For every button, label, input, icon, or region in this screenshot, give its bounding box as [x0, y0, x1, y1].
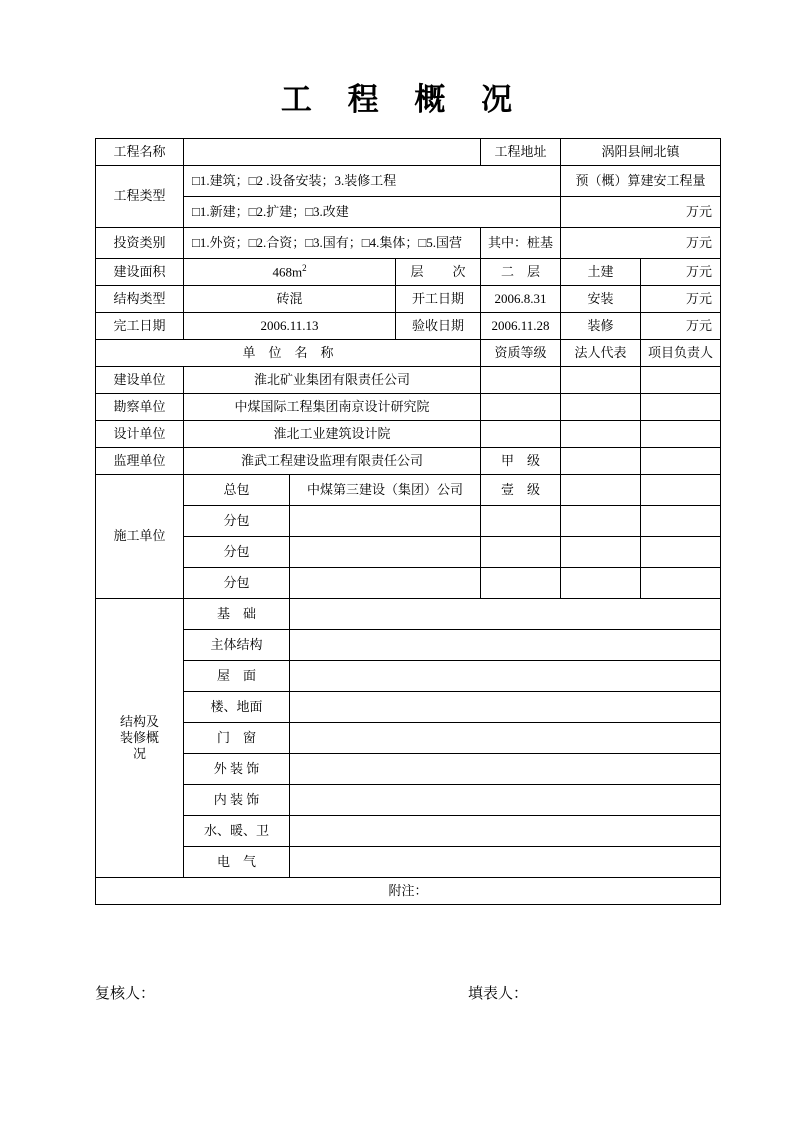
table-row-remarks — [96, 878, 721, 905]
label-acceptance-date: 验收日期 — [396, 313, 481, 340]
label-structure-overview — [96, 599, 184, 878]
table-row-structure-overview — [96, 599, 721, 630]
table-row-investment-type — [96, 228, 721, 259]
table-row-structure-overview — [96, 692, 721, 723]
label-overview-item: 电 气 — [184, 847, 290, 878]
value-overview-item[interactable] — [290, 847, 721, 878]
label-floors: 层 次 — [396, 259, 481, 286]
value-overview-item[interactable] — [290, 692, 721, 723]
value-contractor-name[interactable] — [290, 506, 481, 537]
label-installation: 安装 — [561, 286, 641, 313]
value-unit-name[interactable]: 淮武工程建设监理有限责任公司 — [184, 448, 481, 475]
value-unit-qualification[interactable]: 甲 级 — [481, 448, 561, 475]
value-contractor-legal-representative[interactable] — [561, 475, 641, 506]
label-contract-kind: 分包 — [184, 568, 290, 599]
value-build-area[interactable] — [184, 259, 396, 286]
value-unit-qualification[interactable] — [481, 367, 561, 394]
value-contractor-project-manager[interactable] — [641, 506, 721, 537]
label-form-filler: 填表人： — [468, 986, 529, 1002]
value-contractor-qualification[interactable] — [481, 537, 561, 568]
table-row-structure-overview — [96, 723, 721, 754]
value-unit-qualification[interactable] — [481, 421, 561, 448]
label-contract-kind: 分包 — [184, 537, 290, 568]
form-filler-signature[interactable] — [468, 982, 528, 1003]
reviewer-signature[interactable] — [95, 982, 155, 1003]
label-finish-date: 完工日期 — [96, 313, 184, 340]
table-row-structure-overview — [96, 630, 721, 661]
value-project-name[interactable] — [184, 139, 481, 166]
table-row-project-name — [96, 139, 721, 166]
value-contractor-qualification[interactable] — [481, 506, 561, 537]
table-row-structure-overview — [96, 847, 721, 878]
label-build-area: 建设面积 — [96, 259, 184, 286]
value-unit-legal-representative[interactable] — [561, 421, 641, 448]
value-overview-item[interactable] — [290, 754, 721, 785]
remarks-cell[interactable] — [96, 878, 721, 905]
table-row-unit — [96, 421, 721, 448]
table-row-structure-type — [96, 286, 721, 313]
label-structure-overview-line2: 装修概 — [119, 729, 159, 745]
value-contractor-project-manager[interactable] — [641, 537, 721, 568]
label-investment-type: 投资类别 — [96, 228, 184, 259]
label-budget-amount: 预（概）算建安工程量 — [561, 166, 721, 197]
value-contractor-legal-representative[interactable] — [561, 537, 641, 568]
table-row-build-area — [96, 259, 721, 286]
value-contractor-name[interactable] — [290, 537, 481, 568]
table-row-construction-unit — [96, 568, 721, 599]
table-row-unit — [96, 367, 721, 394]
value-overview-item[interactable] — [290, 816, 721, 847]
table-row-construction-unit — [96, 475, 721, 506]
value-finish-date[interactable]: 2006.11.13 — [184, 313, 396, 340]
value-contractor-legal-representative[interactable] — [561, 506, 641, 537]
page-title: 工 程 概 况 — [280, 82, 527, 117]
options-investment-type[interactable]: □1.外资；□2.合资；□3.国有；□4.集体；□5.国营 — [184, 228, 481, 259]
table-row-project-type-1 — [96, 166, 721, 197]
build-area-superscript: 2 — [302, 263, 307, 274]
value-pile-foundation[interactable]: 万元 — [561, 228, 721, 259]
value-unit-project-manager[interactable] — [641, 448, 721, 475]
value-overview-item[interactable] — [290, 661, 721, 692]
value-unit-qualification[interactable] — [481, 394, 561, 421]
options-project-type-build[interactable]: □1.新建；□2.扩建；□3.改建 — [184, 197, 561, 228]
label-unit-role: 建设单位 — [96, 367, 184, 394]
table-row-structure-overview — [96, 785, 721, 816]
label-pile-foundation: 其中：桩基 — [481, 228, 561, 259]
label-contract-kind: 分包 — [184, 506, 290, 537]
header-project-manager: 项目负责人 — [641, 340, 721, 367]
label-overview-item: 内 装 饰 — [184, 785, 290, 816]
label-remarks: 附注： — [388, 882, 428, 898]
table-row-construction-unit — [96, 537, 721, 568]
label-construction-unit: 施工单位 — [96, 475, 184, 599]
header-legal-representative: 法人代表 — [561, 340, 641, 367]
value-overview-item[interactable] — [290, 630, 721, 661]
label-overview-item: 楼、地面 — [184, 692, 290, 723]
label-unit-role: 勘察单位 — [96, 394, 184, 421]
label-overview-item: 外 装 饰 — [184, 754, 290, 785]
project-overview-table — [95, 138, 721, 905]
value-start-date[interactable]: 2006.8.31 — [481, 286, 561, 313]
label-structure-type: 结构类型 — [96, 286, 184, 313]
value-civil-works[interactable]: 万元 — [641, 259, 721, 286]
header-unit-name: 单 位 名 称 — [96, 340, 481, 367]
header-qualification: 资质等级 — [481, 340, 561, 367]
value-installation[interactable]: 万元 — [641, 286, 721, 313]
options-project-type-construction[interactable]: □1.建筑；□2 .设备安装；3.装修工程 — [184, 166, 561, 197]
value-overview-item[interactable] — [290, 599, 721, 630]
value-contractor-qualification[interactable] — [481, 568, 561, 599]
label-project-address: 工程地址 — [481, 139, 561, 166]
value-project-address[interactable]: 涡阳县闸北镇 — [561, 139, 721, 166]
value-contractor-project-manager[interactable] — [641, 568, 721, 599]
value-unit-legal-representative[interactable] — [561, 448, 641, 475]
label-overview-item: 主体结构 — [184, 630, 290, 661]
label-decoration: 装修 — [561, 313, 641, 340]
value-unit-legal-representative[interactable] — [561, 367, 641, 394]
table-row-structure-overview — [96, 661, 721, 692]
value-decoration[interactable]: 万元 — [641, 313, 721, 340]
table-row-finish-date — [96, 313, 721, 340]
label-overview-item: 屋 面 — [184, 661, 290, 692]
value-contractor-qualification[interactable]: 壹 级 — [481, 475, 561, 506]
value-unit-name[interactable]: 淮北矿业集团有限责任公司 — [184, 367, 481, 394]
value-contractor-name[interactable] — [290, 568, 481, 599]
value-overview-item[interactable] — [290, 723, 721, 754]
table-row-units-header — [96, 340, 721, 367]
value-structure-type[interactable]: 砖混 — [184, 286, 396, 313]
label-unit-role: 监理单位 — [96, 448, 184, 475]
value-unit-name[interactable]: 中煤国际工程集团南京设计研究院 — [184, 394, 481, 421]
label-project-type: 工程类型 — [96, 166, 184, 228]
label-overview-item: 基 础 — [184, 599, 290, 630]
value-floors[interactable]: 二 层 — [481, 259, 561, 286]
label-civil-works: 土建 — [561, 259, 641, 286]
build-area-number: 468m — [272, 264, 303, 280]
table-row-unit — [96, 448, 721, 475]
value-unit-legal-representative[interactable] — [561, 394, 641, 421]
table-row-structure-overview — [96, 816, 721, 847]
label-start-date: 开工日期 — [396, 286, 481, 313]
label-reviewer: 复核人： — [95, 986, 156, 1002]
value-unit-name[interactable]: 淮北工业建筑设计院 — [184, 421, 481, 448]
value-contractor-legal-representative[interactable] — [561, 568, 641, 599]
table-row-construction-unit — [96, 506, 721, 537]
label-overview-item: 水、暖、卫 — [184, 816, 290, 847]
value-contractor-name[interactable]: 中煤第三建设（集团）公司 — [290, 475, 481, 506]
label-project-name: 工程名称 — [96, 139, 184, 166]
label-structure-overview-line3: 况 — [132, 746, 146, 762]
label-overview-item: 门 窗 — [184, 723, 290, 754]
table-row-structure-overview — [96, 754, 721, 785]
value-unit-project-manager[interactable] — [641, 367, 721, 394]
value-overview-item[interactable] — [290, 785, 721, 816]
table-row-unit — [96, 394, 721, 421]
table-row-project-type-2 — [96, 197, 721, 228]
label-contract-kind: 总包 — [184, 475, 290, 506]
value-contractor-project-manager[interactable] — [641, 475, 721, 506]
label-structure-overview-line1: 结构及 — [119, 713, 159, 729]
value-unit-project-manager[interactable] — [641, 421, 721, 448]
label-unit-role: 设计单位 — [96, 421, 184, 448]
value-budget-amount[interactable]: 万元 — [561, 197, 721, 228]
value-unit-project-manager[interactable] — [641, 394, 721, 421]
value-acceptance-date[interactable]: 2006.11.28 — [481, 313, 561, 340]
